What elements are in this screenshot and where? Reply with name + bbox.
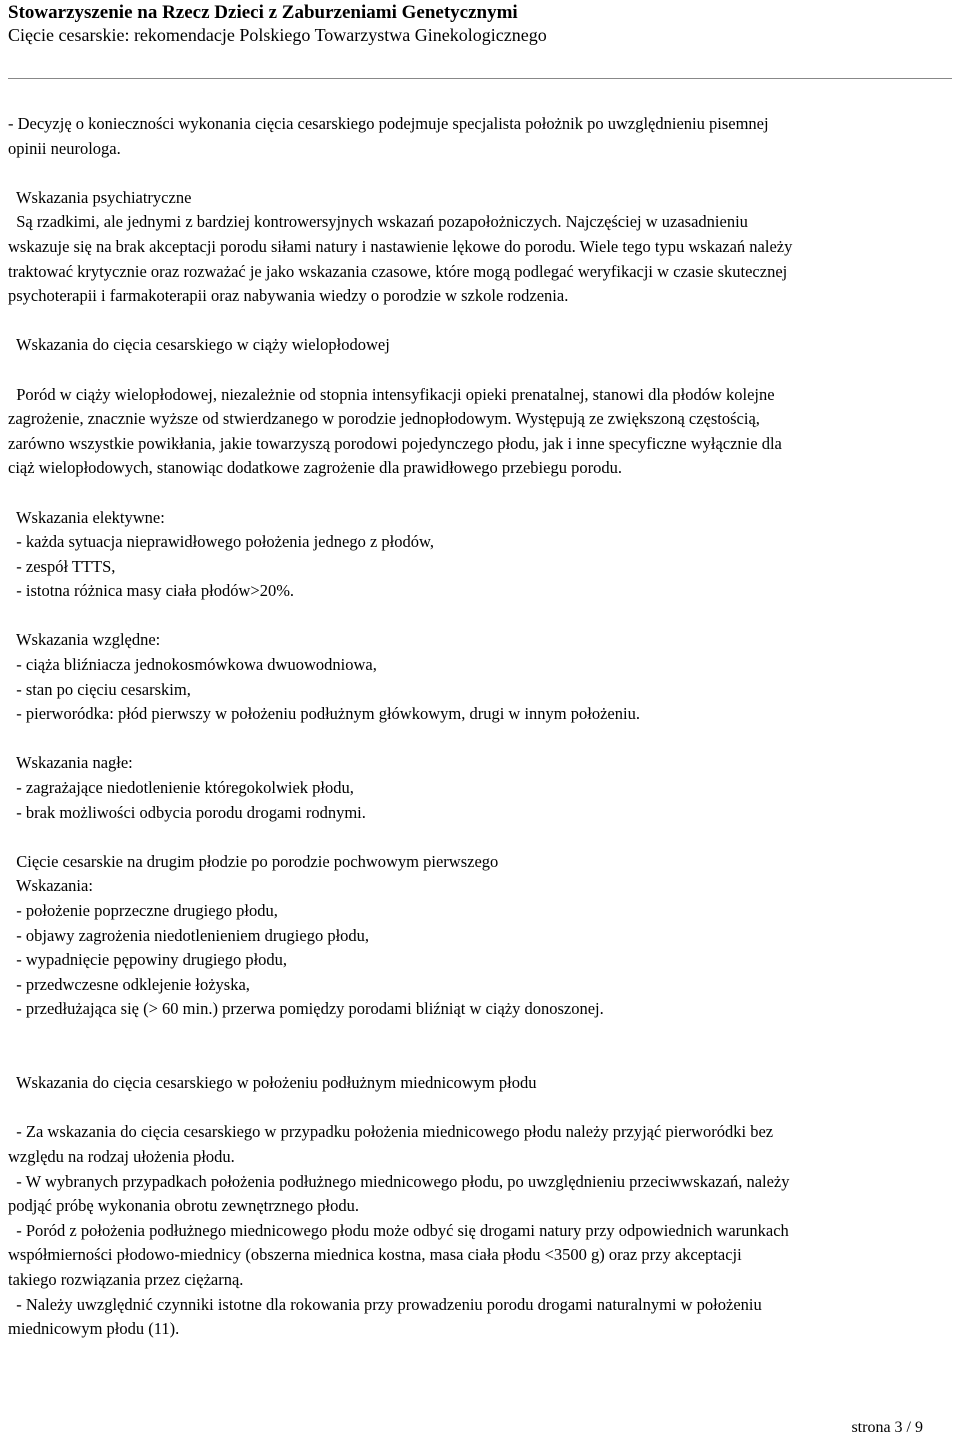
text-line: Wskazania do cięcia cesarskiego w położeniu podłużnym miednicowym płodu xyxy=(8,1073,537,1093)
text-line: traktować krytycznie oraz rozważać je jako wskazania czasowe, które mogą podlegać weryfikacji w czasie skutecznej xyxy=(8,261,788,281)
text-line: zagrożenie, znacznie wyższe od stwierdzanego w porodzie jednopłodowym. Występują ze zwiększoną częstością, xyxy=(8,409,760,429)
text-line: - Należy uwzględnić czynniki istotne dla rokowania przy prowadzeniu porodu drogami naturalnymi w położeniu xyxy=(8,1294,762,1314)
text-line: Wskazania psychiatryczne xyxy=(8,187,192,207)
text-line: ciąż wielopłodowych, stanowiąc dodatkowe zagrożenie dla prawidłowego przebiegu porodu. xyxy=(8,458,622,478)
text-line xyxy=(8,481,952,506)
text-line: - Poród z położenia podłużnego miednicowego płodu może odbyć się drogami natury przy odpowiednich warunkach xyxy=(8,1220,789,1240)
text-line: - ciąża bliźniacza jednokosmówkowa dwuowodniowa, xyxy=(8,655,377,675)
text-line: opinii neurologa. xyxy=(8,138,121,158)
text-line: Wskazania względne: xyxy=(8,630,161,650)
text-line: - Za wskazania do cięcia cesarskiego w przypadku położenia miednicowego płodu należy przyjąć pierworódki bez xyxy=(8,1122,774,1142)
text-line: - zespół TTTS, xyxy=(8,556,116,576)
text-line xyxy=(8,161,952,186)
text-line: - Decyzję o konieczności wykonania cięcia cesarskiego podejmuje specjalista położnik po uwzględnieniu pisemnej xyxy=(8,114,769,133)
text-line: - brak możliwości odbycia porodu drogami rodnymi. xyxy=(8,802,366,822)
text-line: Są rzadkimi, ale jednymi z bardziej kontrowersyjnych wskazań pozapołożniczych. Najczęściej w uzasadnieniu xyxy=(8,212,748,232)
text-line xyxy=(8,1096,952,1121)
text-line: takiego rozwiązania przez ciężarną. xyxy=(8,1269,244,1289)
text-line xyxy=(8,1047,952,1072)
organization-name: Stowarzyszenie na Rzecz Dzieci z Zaburzeniami Genetycznymi xyxy=(8,2,518,23)
text-line: - W wybranych przypadkach położenia podłużnego miednicowego płodu, po uwzględnieniu przeciwwskazań, należy xyxy=(8,1171,790,1191)
text-line: wskazuje się na brak akceptacji porodu siłami natury i nastawienie lękowe do porodu. Wiele tego typu wskazań należy xyxy=(8,236,793,256)
text-line: Wskazania do cięcia cesarskiego w ciąży wielopłodowej xyxy=(8,335,390,355)
text-line: psychoterapii i farmakoterapii oraz nabywania wiedzy o porodzie w szkole rodzenia. xyxy=(8,286,569,306)
text-line xyxy=(8,727,952,752)
text-line: - przedłużająca się (> 60 min.) przerwa pomiędzy porodami bliźniąt w ciąży donoszonej. xyxy=(8,999,604,1019)
text-line: - zagrażające niedotlenienie któregokolwiek płodu, xyxy=(8,778,354,798)
text-line: Wskazania elektywne: xyxy=(8,507,165,527)
text-line: - stan po cięciu cesarskim, xyxy=(8,679,191,699)
text-line: podjąć próbę wykonania obrotu zewnętrznego płodu. xyxy=(8,1196,359,1216)
text-line: - położenie poprzeczne drugiego płodu, xyxy=(8,901,278,920)
text-line xyxy=(8,604,952,629)
text-line: względu na rodzaj ułożenia płodu. xyxy=(8,1146,235,1166)
text-line: Wskazania: xyxy=(8,876,93,896)
text-line: miednicowym płodu (11). xyxy=(8,1319,180,1339)
text-line: - przedwczesne odklejenie łożyska, xyxy=(8,974,250,994)
text-line: - objawy zagrożenia niedotlenieniem drugiego płodu, xyxy=(8,925,370,945)
text-line: Poród w ciąży wielopłodowej, niezależnie od stopnia intensyfikacji opieki prenatalnej, stanowi dla płodów kolejne xyxy=(8,384,775,404)
text-line: - pierworódka: płód pierwszy w położeniu podłużnym główkowym, drugi w innym położeniu. xyxy=(8,704,640,724)
text-line: - każda sytuacja nieprawidłowego położenia jednego z płodów, xyxy=(8,532,434,552)
text-line xyxy=(8,309,952,334)
document-title: Cięcie cesarskie: rekomendacje Polskiego Towarzystwa Ginekologicznego xyxy=(8,25,547,45)
text-line: - wypadnięcie pępowiny drugiego płodu, xyxy=(8,950,288,970)
text-line: Wskazania nagłe: xyxy=(8,753,133,773)
text-line xyxy=(8,358,952,383)
text-line: Cięcie cesarskie na drugim płodzie po porodzie pochwowym pierwszego xyxy=(8,851,499,871)
text-line xyxy=(8,825,952,850)
text-line: zarówno wszystkie powikłania, jakie towarzyszą porodowi pojedynczego płodu, jak i inne specyficzne wyłącznie dla xyxy=(8,433,782,453)
document-body xyxy=(8,112,952,1342)
page-header xyxy=(8,0,952,79)
text-line xyxy=(8,1022,952,1047)
text-line: - istotna różnica masy ciała płodów>20%. xyxy=(8,581,295,601)
page-number: strona 3 / 9 xyxy=(851,1419,923,1436)
text-line: współmierności płodowo-miednicy (obszerna miednica kostna, masa ciała płodu <3500 g) oraz przy akceptacji xyxy=(8,1245,742,1265)
